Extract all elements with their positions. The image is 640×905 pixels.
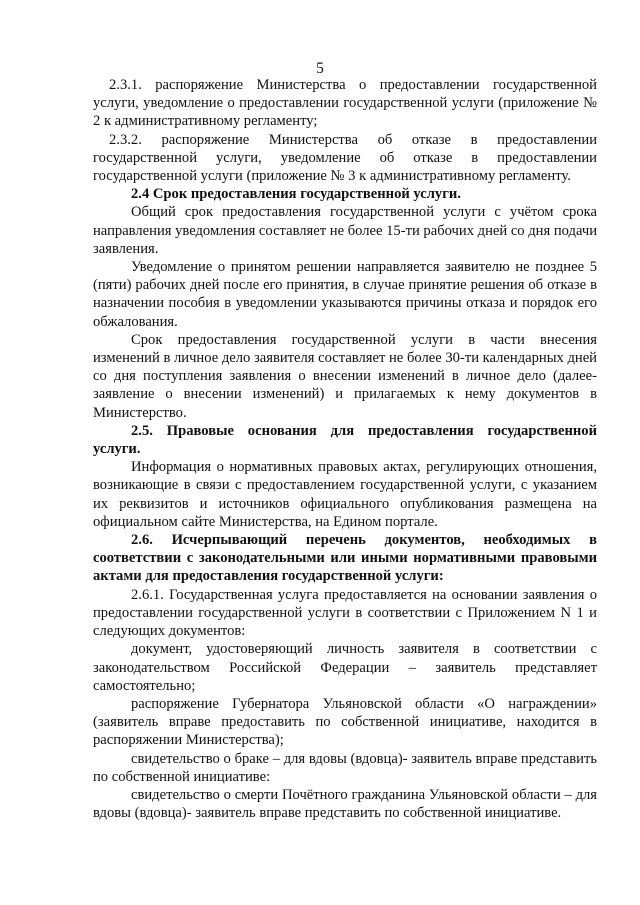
heading-2-5: 2.5. Правовые основания для предоставления государственной услуги. bbox=[93, 422, 597, 458]
document-body bbox=[93, 76, 597, 822]
list-item-marriage-certificate: свидетельство о браке – для вдовы (вдовца)- заявитель вправе представить по собственной инициативе: bbox=[93, 750, 597, 785]
paragraph-notification: Уведомление о принятом решении направляется заявителю не позднее 5 (пяти) рабочих дней после его принятия, в случае принятие решения об отказе в назначении пособия в уведомлении указываются причины отказа и порядок его обжалования. bbox=[93, 259, 597, 330]
paragraph-term-general: Общий срок предоставления государственной услуги с учётом срока направления уведомления составляет не более 15-ти рабочих дней со дня подачи заявления. bbox=[93, 204, 597, 257]
list-item-governor-order: распоряжение Губернатора Ульяновской области «О награждении» (заявитель вправе предоставить по собственной инициативе, находится в распоряжении Министерства); bbox=[93, 695, 597, 749]
list-item-death-certificate: свидетельство о смерти Почётного гражданина Ульяновской области – для вдовы (вдовца)- заявитель вправе представить по собственной инициативе. bbox=[93, 786, 597, 822]
page-number: 5 bbox=[316, 60, 324, 77]
paragraph-legal-info: Информация о нормативных правовых актах, регулирующих отношения, возникающие в связи с предоставлением государственной услуги, с указанием их реквизитов и источников официального опубликования размещена на официальном сайте Министерства, на Едином портале. bbox=[93, 459, 597, 530]
paragraph-2-3-1: 2.3.1. распоряжение Министерства о предоставлении государственной услуги, уведомление о предоставлении государственной услуги (приложение № 2 к административному регламенту; bbox=[93, 77, 597, 130]
paragraph-2-3-2: 2.3.2. распоряжение Министерства об отказе в предоставлении государственной услуги, уведомление об отказе в предоставлении государственной услуги (приложение № 3 к административному регламенту. bbox=[93, 131, 597, 185]
heading-2-6: 2.6. Исчерпывающий перечень документов, необходимых в соответствии с законодательными или иными нормативными правовыми актами для предоставления государственной услуги: bbox=[93, 532, 597, 585]
paragraph-2-6-1: 2.6.1. Государственная услуга предоставляется на основании заявления о предоставлении государственной услуги в соответствии с Приложением N 1 и следующих документов: bbox=[93, 586, 597, 640]
paragraph-term-changes: Срок предоставления государственной услуги в части внесения изменений в личное дело заявителя составляет не более 30-ти календарных дней со дня поступления заявления о внесении изменений в личное дело (далее- заявление о внесении изменений) и прилагаемых к нему документов в Министерство. bbox=[93, 331, 597, 421]
list-item-identity-document: документ, удостоверяющий личность заявителя в соответствии с законодательством Российской Федерации – заявитель представляет самостоятельно; bbox=[93, 641, 597, 694]
heading-2-4: 2.4 Срок предоставления государственной услуги. bbox=[131, 186, 461, 203]
